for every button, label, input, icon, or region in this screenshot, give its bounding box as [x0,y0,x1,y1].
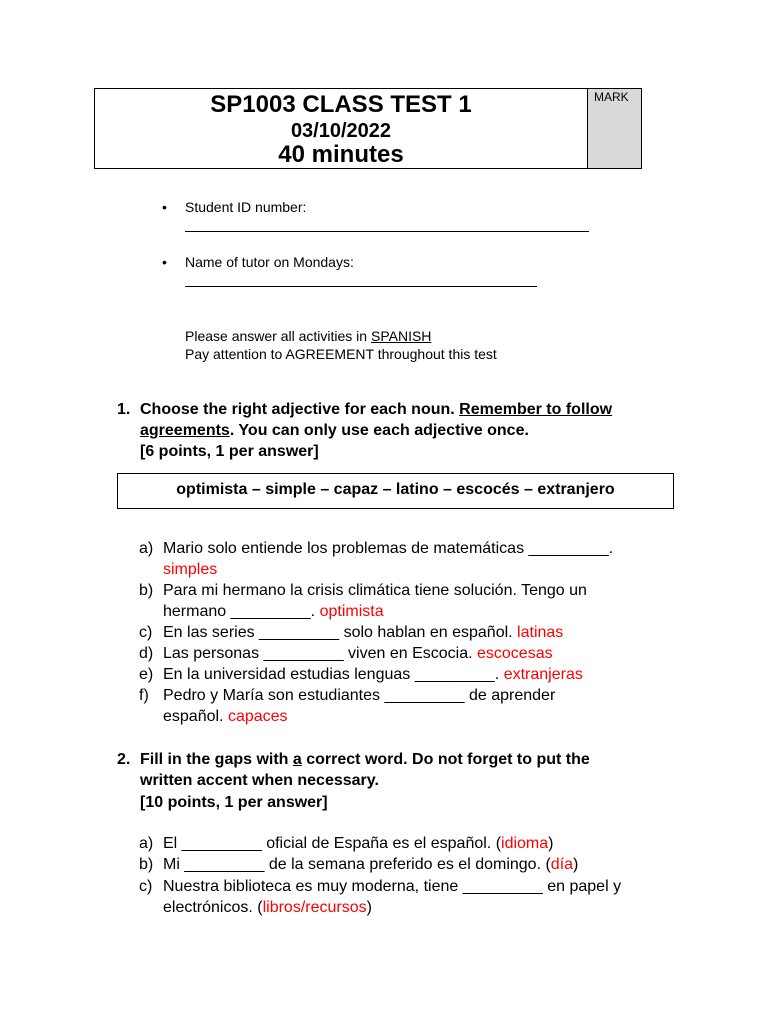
student-id-label: Student ID number: [185,199,307,215]
q2-number: 2. [117,751,131,768]
header-box [94,88,642,169]
test-date: 03/10/2022 [290,120,392,142]
answer-text: simples [163,561,218,578]
answer-text: optimista [319,603,384,620]
tutor-line[interactable] [185,286,537,287]
mark-cell [587,89,641,168]
instruction-emphasis: SPANISH [370,328,432,344]
answer-text: idioma [501,835,549,852]
adjective-bank: optimista – simple – capaz – latino – escocés – extranjero [117,473,674,509]
student-id-field [162,198,307,216]
answer-text: capaces [227,708,288,725]
answer-text: latinas [517,624,564,641]
student-id-line[interactable] [185,231,589,232]
mark-label: MARK [594,90,629,104]
instruction-line-2: Pay attention to AGREEMENT throughout this test [185,346,497,362]
bullet-icon: • [162,254,167,270]
q1-line-1: Choose the right adjective for each noun. Remember to follow [140,401,613,418]
tutor-field [162,253,354,271]
instruction-line-1 [185,327,431,345]
instruction-text: Please answer all activities in [185,328,371,344]
tutor-label: Name of tutor on Mondays: [185,254,354,270]
answer-text: libros/recursos [262,899,367,916]
answer-text: escocesas [477,645,553,662]
header-main [95,89,587,168]
test-title: SP1003 CLASS TEST 1 [210,91,472,118]
answer-text: día [550,856,574,873]
bullet-icon: • [162,199,167,215]
q1-number: 1. [117,401,131,418]
q2-line-1: Fill in the gaps with a correct word. Do not forget to put the [140,751,590,768]
test-duration: 40 minutes [278,141,404,168]
answer-text: extranjeras [503,666,583,683]
